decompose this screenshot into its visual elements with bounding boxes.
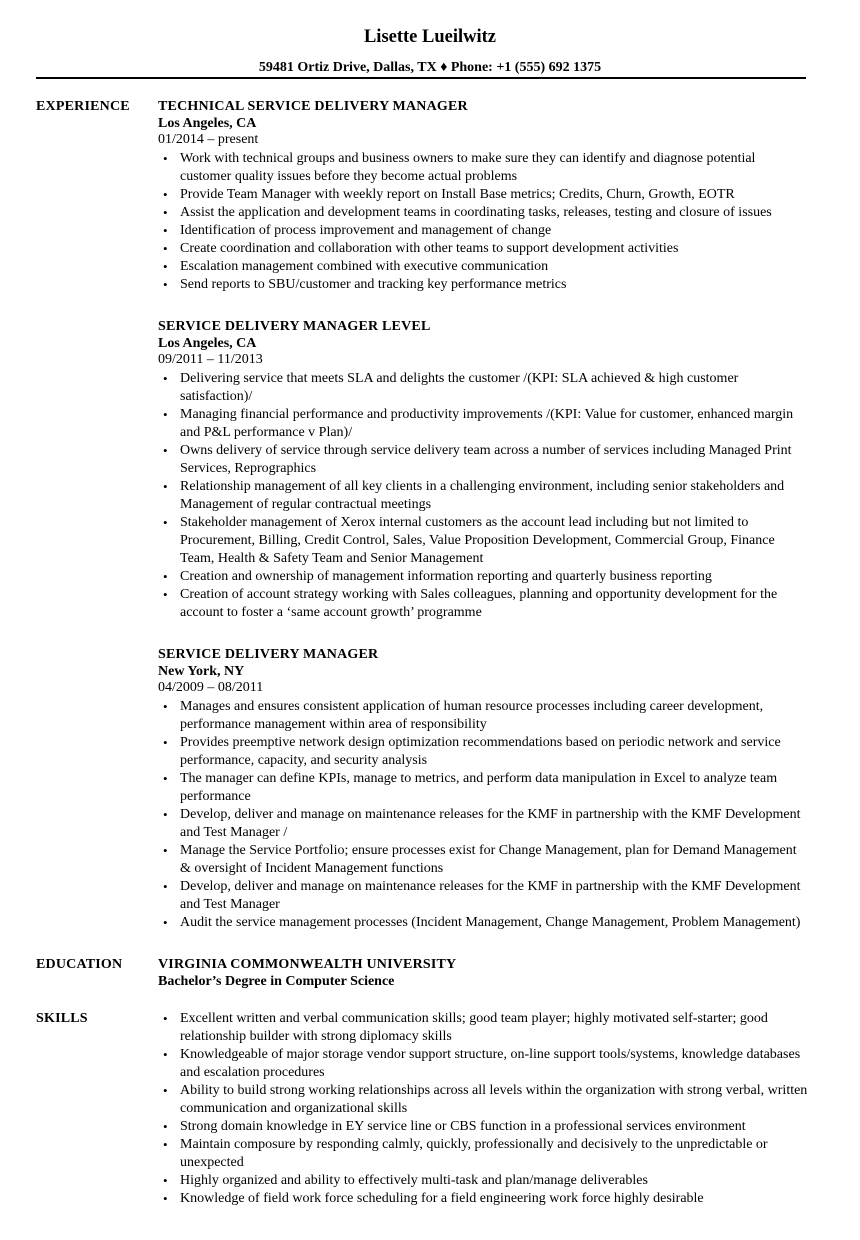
bullet-icon: • — [163, 407, 168, 422]
bullet-item — [158, 406, 808, 442]
job-entry — [158, 98, 808, 294]
bullet-text: Manage the Service Portfolio; ensure processes exist for Change Management, plan for Demand Management & oversight of Incident Management functions — [180, 843, 797, 876]
bullet-icon: • — [163, 479, 168, 494]
bullet-icon: • — [163, 205, 168, 220]
job-title: SERVICE DELIVERY MANAGER — [158, 647, 379, 662]
job-bullets — [158, 370, 808, 622]
bullet-text: Managing financial performance and productivity improvements /(KPI: Value for customer, enhanced margin and P&L performance v Plan)/ — [180, 407, 794, 440]
contact-line: 59481 Ortiz Drive, Dallas, TX ♦ Phone: +1 (555) 692 1375 — [258, 60, 602, 75]
bullet-text: Knowledgeable of major storage vendor support structure, on-line support tools/systems, knowledge databases and escalation procedures — [180, 1047, 801, 1080]
bullet-text: Create coordination and collaboration with other teams to support development activities — [180, 241, 679, 256]
bullet-text: Send reports to SBU/customer and tracking key performance metrics — [180, 277, 567, 292]
bullet-item — [158, 842, 808, 878]
resume-header — [0, 26, 860, 48]
bullet-text: Audit the service management processes (Incident Management, Change Management, Problem Management) — [180, 915, 801, 930]
bullet-icon: • — [163, 1119, 168, 1134]
bullet-item — [158, 1082, 808, 1118]
bullet-text: Work with technical groups and business owners to make sure they can identify and diagnose potential customer quality issues before they become actual problems — [180, 151, 756, 184]
section-label-experience: EXPERIENCE — [36, 99, 130, 114]
bullet-icon: • — [163, 277, 168, 292]
bullet-text: Delivering service that meets SLA and delights the customer /(KPI: SLA achieved & high customer satisfaction)/ — [180, 371, 739, 404]
bullet-item — [158, 222, 808, 240]
resume-body — [0, 98, 860, 1208]
bullet-icon: • — [163, 223, 168, 238]
bullet-text: Escalation management combined with executive communication — [180, 259, 549, 274]
bullet-item — [158, 1136, 808, 1172]
bullet-text: Manages and ensures consistent application of human resource processes including career development, performance management within area of responsibility — [180, 699, 764, 732]
bullet-text: Maintain composure by responding calmly, quickly, professionally and decisively to the unpredictable or unexpected — [180, 1137, 768, 1170]
bullet-text: Stakeholder management of Xerox internal customers as the account lead including but not limited to Procurement, Billing, Credit Control, Sales, Value Proposition Development, Commercial Group, Finance Team, Health & Safety Team and Senior Management — [180, 515, 775, 566]
bullet-item — [158, 698, 808, 734]
bullet-item — [158, 1118, 808, 1136]
bullet-icon: • — [163, 915, 168, 930]
candidate-name: Lisette Lueilwitz — [363, 27, 497, 47]
job-bullets — [158, 150, 808, 294]
bullet-item — [158, 258, 808, 276]
bullet-item — [158, 1172, 808, 1190]
bullet-text: Owns delivery of service through service delivery team across a number of services including Managed Print Services, Reprographics — [180, 443, 792, 476]
bullet-icon: • — [163, 443, 168, 458]
bullet-icon: • — [163, 735, 168, 750]
bullet-text: Provides preemptive network design optimization recommendations based on periodic network and service performance, capacity, and security analysis — [180, 735, 781, 768]
education-section — [0, 956, 860, 990]
bullet-text: Develop, deliver and manage on maintenance releases for the KMF in partnership with the KMF Development and Test Manager / — [180, 807, 801, 840]
bullet-icon: • — [163, 259, 168, 274]
education-degree: Bachelor’s Degree in Computer Science — [158, 974, 395, 989]
bullet-text: Relationship management of all key clients in a challenging environment, including senior stakeholders and Management of regular contractual meetings — [180, 479, 785, 512]
job-location: New York, NY — [158, 664, 245, 679]
bullet-icon: • — [163, 843, 168, 858]
bullet-item — [158, 1190, 808, 1208]
bullet-text: Develop, deliver and manage on maintenance releases for the KMF in partnership with the KMF Development and Test Manager — [180, 879, 801, 912]
bullet-item — [158, 276, 808, 294]
experience-section — [0, 98, 860, 932]
job-title: TECHNICAL SERVICE DELIVERY MANAGER — [158, 99, 468, 114]
job-bullets — [158, 698, 808, 932]
bullet-icon: • — [163, 587, 168, 602]
bullet-icon: • — [163, 515, 168, 530]
section-label-skills: SKILLS — [36, 1011, 88, 1026]
bullet-item — [158, 806, 808, 842]
bullet-text: Creation of account strategy working with Sales colleagues, planning and opportunity development for the account to foster a ‘same account growth’ programme — [180, 587, 778, 620]
bullet-text: Knowledge of field work force scheduling for a field engineering work force highly desirable — [180, 1191, 704, 1206]
bullet-item — [158, 186, 808, 204]
bullet-item — [158, 150, 808, 186]
job-dates: 04/2009 – 08/2011 — [158, 680, 264, 695]
bullet-item — [158, 878, 808, 914]
job-location: Los Angeles, CA — [158, 336, 257, 351]
job-dates: 01/2014 – present — [158, 132, 259, 147]
bullet-item — [158, 568, 808, 586]
bullet-text: Assist the application and development teams in coordinating tasks, releases, testing and closure of issues — [180, 205, 772, 220]
bullet-text: Creation and ownership of management information reporting and quarterly business reporting — [180, 569, 712, 584]
bullet-icon: • — [163, 1047, 168, 1062]
job-dates: 09/2011 – 11/2013 — [158, 352, 263, 367]
bullet-icon: • — [163, 699, 168, 714]
section-label-education: EDUCATION — [36, 957, 123, 972]
bullet-item — [158, 478, 808, 514]
bullet-icon: • — [163, 1173, 168, 1188]
bullet-icon: • — [163, 371, 168, 386]
bullet-icon: • — [163, 1011, 168, 1026]
bullet-icon: • — [163, 771, 168, 786]
bullet-item — [158, 1010, 808, 1046]
education-entry — [158, 956, 808, 990]
job-entry — [158, 318, 808, 622]
job-title: SERVICE DELIVERY MANAGER LEVEL — [158, 319, 431, 334]
header-divider — [36, 77, 806, 79]
bullet-icon: • — [163, 241, 168, 256]
skills-section — [0, 1010, 860, 1208]
bullet-text: Excellent written and verbal communication skills; good team player; highly motivated self-starter; good relationship builder with strong diplomacy skills — [180, 1011, 768, 1044]
bullet-text: Provide Team Manager with weekly report on Install Base metrics; Credits, Churn, Growth, EOTR — [180, 187, 735, 202]
bullet-icon: • — [163, 1137, 168, 1152]
bullet-text: The manager can define KPIs, manage to metrics, and perform data manipulation in Excel to analyze team performance — [180, 771, 778, 804]
education-school: VIRGINIA COMMONWEALTH UNIVERSITY — [158, 957, 457, 972]
job-entry — [158, 646, 808, 932]
bullet-item — [158, 514, 808, 568]
bullet-text: Highly organized and ability to effectively multi-task and plan/manage deliverables — [180, 1173, 648, 1188]
bullet-icon: • — [163, 1083, 168, 1098]
bullet-text: Identification of process improvement and management of change — [180, 223, 552, 238]
bullet-icon: • — [163, 807, 168, 822]
bullet-item — [158, 914, 808, 932]
bullet-icon: • — [163, 879, 168, 894]
bullet-item — [158, 370, 808, 406]
skills-entry — [158, 1010, 808, 1208]
bullet-icon: • — [163, 187, 168, 202]
bullet-item — [158, 204, 808, 222]
job-location: Los Angeles, CA — [158, 116, 257, 131]
bullet-item — [158, 734, 808, 770]
bullet-item — [158, 240, 808, 258]
experience-list — [158, 98, 808, 932]
bullet-text: Ability to build strong working relationships across all levels within the organization with strong verbal, written communication and organizational skills — [180, 1083, 808, 1116]
bullet-item — [158, 586, 808, 622]
bullet-text: Strong domain knowledge in EY service line or CBS function in a professional services environment — [180, 1119, 746, 1134]
bullet-icon: • — [163, 151, 168, 166]
bullet-item — [158, 442, 808, 478]
bullet-item — [158, 770, 808, 806]
bullet-item — [158, 1046, 808, 1082]
skills-bullets — [158, 1010, 808, 1208]
bullet-icon: • — [163, 569, 168, 584]
bullet-icon: • — [163, 1191, 168, 1206]
